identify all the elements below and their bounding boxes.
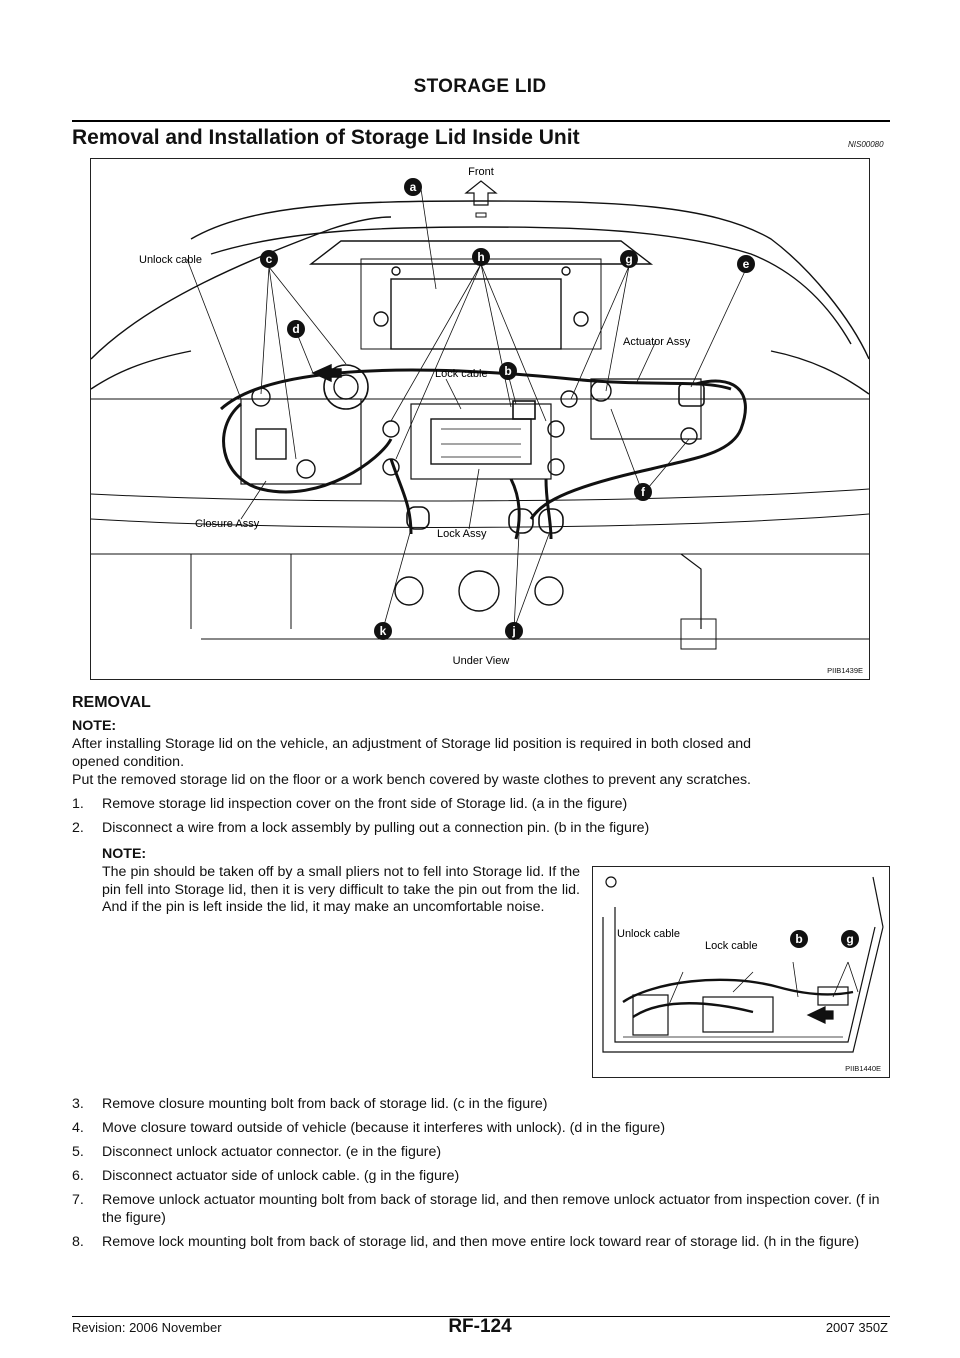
svg-text:b: b — [504, 364, 512, 378]
svg-text:e: e — [742, 257, 750, 271]
footer-page-number: RF-124 — [448, 1316, 512, 1337]
label-lock-cable: Lock cable — [435, 368, 488, 380]
svg-text:k: k — [379, 624, 387, 638]
label-actuator-assy: Actuator Assy — [623, 336, 691, 348]
label-unlock-cable: Unlock cable — [139, 254, 202, 266]
note-line-2: opened condition. — [72, 754, 185, 770]
svg-text:c: c — [265, 252, 273, 266]
detail-label-unlock-cable: Unlock cable — [617, 928, 680, 940]
step-1: 1. Remove storage lid inspection cover on the front side of Storage lid. (a in the figure) — [72, 796, 628, 812]
callout-e — [737, 255, 755, 273]
svg-text:d: d — [292, 322, 300, 336]
header-rule — [72, 120, 890, 122]
detail-callout-b — [790, 930, 808, 948]
step-4: 4. Move closure toward outside of vehicle (because it interferes with unlock). (d in the figure) — [72, 1120, 666, 1136]
callout-c — [260, 250, 278, 268]
svg-text:f: f — [641, 485, 645, 499]
detail-figure — [592, 866, 890, 1078]
main-figure-drawing — [91, 159, 869, 679]
step-7: 7. Remove unlock actuator mounting bolt from back of storage lid, and then remove unlock actuator from inspection cover. (f in the figure) — [72, 1192, 880, 1226]
section-title: Removal and Installation of Storage Lid Inside Unit — [72, 126, 580, 149]
section-code: NIS00080 — [848, 140, 884, 149]
callout-f — [634, 483, 652, 501]
svg-text:g: g — [625, 252, 633, 266]
step-8: 8. Remove lock mounting bolt from back of storage lid, and then move entire lock toward rear of storage lid. (h in the figure) — [72, 1234, 860, 1250]
callout-d — [287, 320, 305, 338]
callout-b — [499, 362, 517, 380]
main-figure — [90, 158, 870, 680]
removal-heading: REMOVAL — [72, 694, 151, 711]
svg-text:j: j — [512, 624, 516, 638]
svg-text:a: a — [409, 180, 417, 194]
callout-k — [374, 622, 392, 640]
footer-revision: Revision: 2006 November — [72, 1320, 222, 1335]
label-lock-assy: Lock Assy — [437, 528, 487, 540]
svg-text:b: b — [795, 932, 803, 946]
svg-text:h: h — [477, 250, 485, 264]
callout-a — [404, 178, 422, 196]
svg-text:g: g — [846, 932, 854, 946]
note-line-3: Put the removed storage lid on the floor or a work bench covered by waste clothes to prevent any scratches. — [72, 772, 751, 788]
footer-model: 2007 350Z — [825, 1320, 888, 1335]
page-header-title: STORAGE LID — [413, 76, 547, 97]
label-front: Front — [468, 166, 494, 178]
detail-figure-code: PIIB1440E — [845, 1064, 881, 1073]
detail-figure-drawing — [593, 867, 889, 1077]
subnote-text: The pin should be taken off by a small pliers not to fell into Storage lid. If the pin fell into Storage lid, then it is very difficult to take the pin out from the lid. And if the pin is left inside the lid, it may make an uncomfortable noise. — [102, 864, 580, 915]
callout-h — [472, 248, 490, 266]
main-figure-code: PIIB1439E — [827, 666, 863, 675]
callout-j — [505, 622, 523, 640]
step-5: 5. Disconnect unlock actuator connector. (e in the figure) — [72, 1144, 442, 1160]
callout-g — [620, 250, 638, 268]
detail-callout-g — [841, 930, 859, 948]
note-label: NOTE: — [72, 718, 117, 734]
callout-group — [260, 178, 755, 640]
step-3: 3. Remove closure mounting bolt from back of storage lid. (c in the figure) — [72, 1096, 548, 1112]
label-under-view: Under View — [452, 655, 510, 667]
step-2: 2. Disconnect a wire from a lock assembly by pulling out a connection pin. (b in the figure) — [72, 820, 650, 836]
detail-label-lock-cable: Lock cable — [705, 940, 758, 952]
step-6: 6. Disconnect actuator side of unlock cable. (g in the figure) — [72, 1168, 460, 1184]
note-line-1: After installing Storage lid on the vehicle, an adjustment of Storage lid position is required in both closed and — [72, 736, 752, 752]
label-closure-assy: Closure Assy — [195, 518, 260, 530]
subnote-label: NOTE: — [102, 846, 147, 862]
